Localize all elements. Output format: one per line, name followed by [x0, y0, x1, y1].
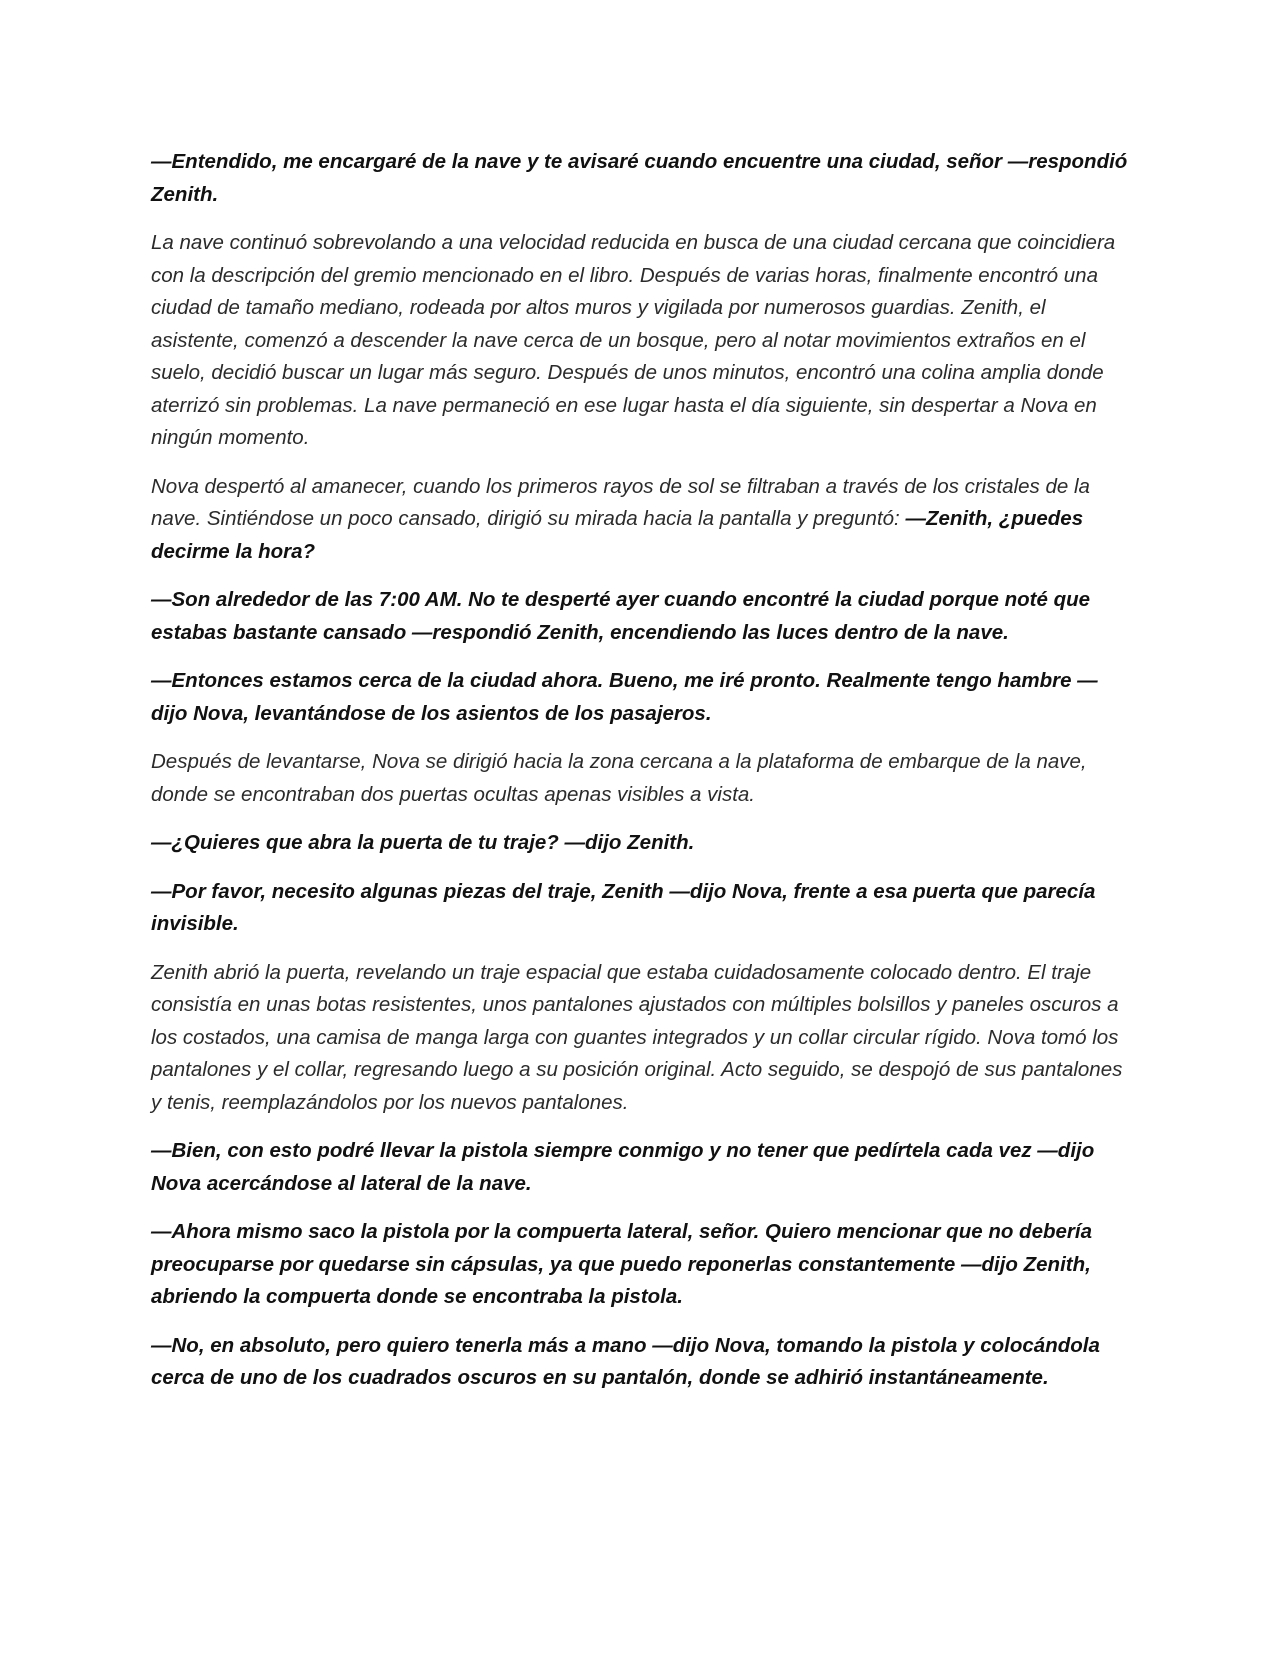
document-page — [151, 146, 1131, 1411]
narrative-paragraph: Después de levantarse, Nova se dirigió hacia la zona cercana a la plataforma de embarque de la nave, donde se encontraban dos puertas ocultas apenas visibles a vista. — [151, 750, 1087, 806]
inline-dialogue: —Zenith, ¿puedes decirme la hora? — [151, 507, 1084, 563]
dialogue-paragraph: —No, en absoluto, pero quiero tenerla más a mano —dijo Nova, tomando la pistola y colocándola cerca de uno de los cuadrados oscuros en su pantalón, donde se adhirió instantáneamente. — [151, 1333, 1100, 1389]
dialogue-paragraph: —Ahora mismo saco la pistola por la compuerta lateral, señor. Quiero mencionar que no debería preocuparse por quedarse sin cápsulas, ya que puedo reponerlas constantemente —dijo Zenith, abriendo la compuerta donde se encontraba la pistola. — [151, 1220, 1092, 1308]
dialogue-paragraph: —¿Quieres que abra la puerta de tu traje? —dijo Zenith. — [151, 831, 695, 854]
dialogue-paragraph: —Son alrededor de las 7:00 AM. No te desperté ayer cuando encontré la ciudad porque noté que estabas bastante cansado —respondió Zenith, encendiendo las luces dentro de la nave. — [151, 588, 1091, 644]
dialogue-paragraph: —Entonces estamos cerca de la ciudad ahora. Bueno, me iré pronto. Realmente tengo hambre —dijo Nova, levantándose de los asientos de los pasajeros. — [151, 669, 1098, 725]
narrative-paragraph: Zenith abrió la puerta, revelando un traje espacial que estaba cuidadosamente colocado dentro. El traje consistía en unas botas resistentes, unos pantalones ajustados con múltiples bolsillos y paneles oscuros a los costados, una camisa de manga larga con guantes integrados y un collar circular rígido. Nova tomó los pantalones y el collar, regresando luego a su posición original. Acto seguido, se despojó de sus pantalones y tenis, reemplazándolos por los nuevos pantalones. — [151, 960, 1123, 1114]
narrative-text: Nova despertó al amanecer, cuando los primeros rayos de sol se filtraban a través de los cristales de la nave. Sintiéndose un poco cansado, dirigió su mirada hacia la pantalla y preguntó: — [151, 474, 1090, 530]
narrative-paragraph: La nave continuó sobrevolando a una velocidad reducida en busca de una ciudad cercana que coincidiera con la descripción del gremio mencionado en el libro. Después de varias horas, finalmente encontró una ciudad de tamaño mediano, rodeada por altos muros y vigilada por numerosos guardias. Zenith, el asistente, comenzó a descender la nave cerca de un bosque, pero al notar movimientos extraños en el suelo, decidió buscar un lugar más seguro. Después de unos minutos, encontró una colina amplia donde aterrizó sin problemas. La nave permaneció en ese lugar hasta el día siguiente, sin despertar a Nova en ningún momento. — [151, 231, 1116, 449]
dialogue-paragraph: —Bien, con esto podré llevar la pistola siempre conmigo y no tener que pedírtela cada vez —dijo Nova acercándose al lateral de la nave. — [151, 1139, 1095, 1195]
dialogue-paragraph: —Entendido, me encargaré de la nave y te avisaré cuando encuentre una ciudad, señor —respondió Zenith. — [151, 150, 1128, 206]
dialogue-paragraph: —Por favor, necesito algunas piezas del traje, Zenith —dijo Nova, frente a esa puerta que parecía invisible. — [151, 879, 1096, 935]
narrative-paragraph — [151, 471, 1131, 569]
